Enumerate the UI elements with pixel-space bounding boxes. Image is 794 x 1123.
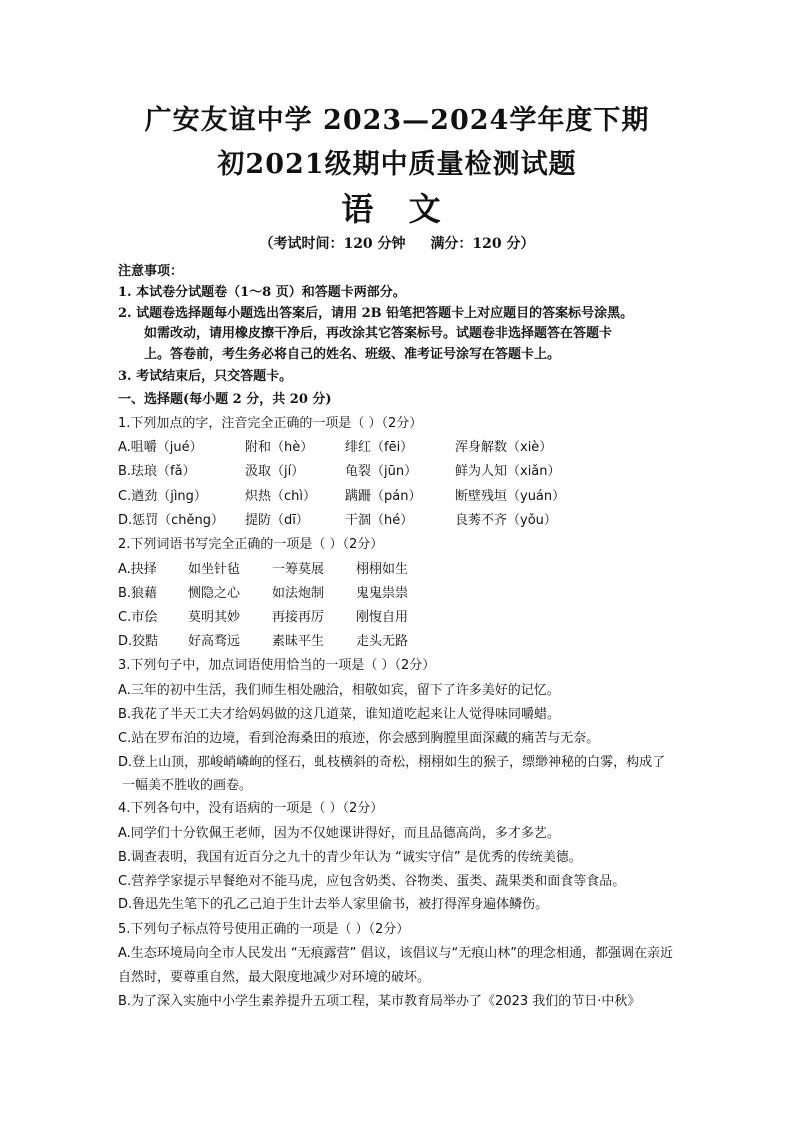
notes-heading: 注意事项： — [118, 264, 184, 279]
q1-a-1: A.咀嚼（jué） — [118, 440, 203, 455]
q2-b-1: B.狼藉 — [118, 586, 158, 601]
q2-a-2: 如坐针毡 — [188, 562, 241, 577]
q2-b-2: 恻隐之心 — [188, 586, 241, 601]
q5-option-a-line1: A.生态环境局向全市人民发出 “无痕露营” 倡议，该倡议与“无痕山林”的理念相通，都强调在亲近 — [118, 946, 674, 961]
q1-d-1: D.惩罚（chěng） — [118, 513, 225, 528]
q2-d-1: D.狡黠 — [118, 634, 159, 649]
q2-d-4: 走头无路 — [356, 634, 409, 649]
q1-d-4: 良莠不齐（yǒu） — [455, 513, 557, 528]
q1-c-2: 炽热（chì） — [245, 489, 316, 504]
q5-option-a-line2: 自然时，要尊重自然，最大限度地减少对环境的破坏。 — [118, 970, 431, 985]
q2-c-3: 再接再厉 — [272, 610, 325, 625]
q3-option-d-line2: 一幅美不胜收的画卷。 — [122, 778, 253, 793]
q4-option-a: A.同学们十分钦佩王老师，因为不仅她课讲得好，而且品德高尚，多才多艺。 — [118, 826, 560, 841]
q3-option-a: A.三年的初中生活，我们师生相处融洽，相敬如宾，留下了许多美好的记忆。 — [118, 683, 560, 698]
q1-a-4: 浑身解数（xiè） — [455, 440, 553, 455]
note-2c: 上。答卷前，考生务必将自己的姓名、班级、准考证号涂写在答题卡上。 — [144, 347, 561, 362]
q4-stem: 4.下列各句中，没有语病的一项是（ ）（2分） — [118, 801, 384, 816]
note-3: 3. 考试结束后，只交答题卡。 — [118, 369, 293, 384]
q3-option-c: C.站在罗布泊的边境，看到沧海桑田的痕迹，你会感到胸膛里面深藏的痛苦与无奈。 — [118, 731, 600, 746]
exam-title-line1: 广安友谊中学 2023—2024学年度下期 — [144, 105, 650, 136]
q5-option-b-line1: B.为了深入实施中小学生素养提升五项工程，某市教育局举办了《2023 我们的节日·中秋》 — [118, 994, 641, 1009]
q2-d-3: 素昧平生 — [272, 634, 325, 649]
q1-b-4: 鲜为人知（xiǎn） — [455, 464, 561, 479]
q2-a-4: 栩栩如生 — [356, 562, 409, 577]
q4-option-c: C.营养学家提示早餐绝对不能马虎，应包含奶类、谷物类、蛋类、蔬果类和面食等食品。 — [118, 874, 626, 889]
q3-stem: 3.下列句子中，加点词语使用恰当的一项是（ ）（2分） — [118, 658, 436, 673]
q1-c-4: 断壁残垣（yuán） — [455, 489, 566, 504]
q4-option-b: B.调查表明，我国有近百分之九十的青少年认为 “诚实守信” 是优秀的传统美德。 — [118, 850, 582, 865]
q2-c-2: 莫明其妙 — [188, 610, 241, 625]
note-2a: 2. 试题卷选择题每小题选出答案后，请用 2B 铅笔把答题卡上对应题目的答案标号涂黑。 — [118, 306, 634, 321]
q2-d-2: 好高骛远 — [188, 634, 241, 649]
q1-a-2: 附和（hè） — [245, 440, 314, 455]
full-score: 满分：120 分） — [430, 236, 535, 252]
q1-d-3: 干涸（hé） — [345, 513, 414, 528]
q1-b-2: 汲取（jí） — [245, 464, 305, 479]
section1-heading: 一、选择题(每小题 2 分，共 20 分) — [118, 392, 332, 407]
q2-stem: 2.下列词语书写完全正确的一项是（ ）（2分） — [118, 537, 384, 552]
q2-a-3: 一筹莫展 — [272, 562, 325, 577]
q2-c-4: 刚愎自用 — [356, 610, 409, 625]
q2-a-1: A.抉择 — [118, 562, 157, 577]
q2-b-4: 鬼鬼祟祟 — [356, 586, 409, 601]
q2-b-3: 如法炮制 — [272, 586, 325, 601]
q2-c-1: C.市侩 — [118, 610, 158, 625]
q1-b-3: 龟裂（jūn） — [345, 464, 418, 479]
q3-option-d-line1: D.登上山顶，那峻峭嶙峋的怪石，虬枝横斜的奇松，栩栩如生的猴子，缥缈神秘的白雾，构成了 — [118, 755, 666, 770]
q1-b-1: B.珐琅（fǎ） — [118, 464, 196, 479]
note-1: 1. 本试卷分试题卷（1～8 页）和答题卡两部分。 — [118, 285, 406, 300]
q1-stem: 1.下列加点的字，注音完全正确的一项是（ ）（2分） — [118, 416, 423, 431]
q4-option-d: D.鲁迅先生笔下的孔乙己迫于生计去举人家里偷书，被打得浑身遍体鳞伤。 — [118, 897, 549, 912]
q1-d-2: 提防（dī） — [245, 513, 309, 528]
exam-title-line2: 初2021级期中质量检测试题 — [217, 149, 577, 180]
q1-a-3: 绯红（fēi） — [345, 440, 414, 455]
subject-title: 语 文 — [341, 190, 453, 228]
note-2b: 如需改动，请用橡皮擦干净后，再改涂其它答案标号。试题卷非选择题答在答题卡 — [144, 326, 613, 341]
exam-time: （考试时间：120 分钟 — [259, 236, 406, 252]
q3-option-b: B.我花了半天工夫才给妈妈做的这几道菜，谁知道吃起来让人觉得味同嚼蜡。 — [118, 707, 561, 722]
q5-stem: 5.下列句子标点符号使用正确的一项是（ ）（2分） — [118, 922, 410, 937]
q1-c-1: C.遒劲（jìng） — [118, 489, 207, 504]
q1-c-3: 蹒跚（pán） — [345, 489, 422, 504]
exam-meta — [0, 233, 794, 253]
